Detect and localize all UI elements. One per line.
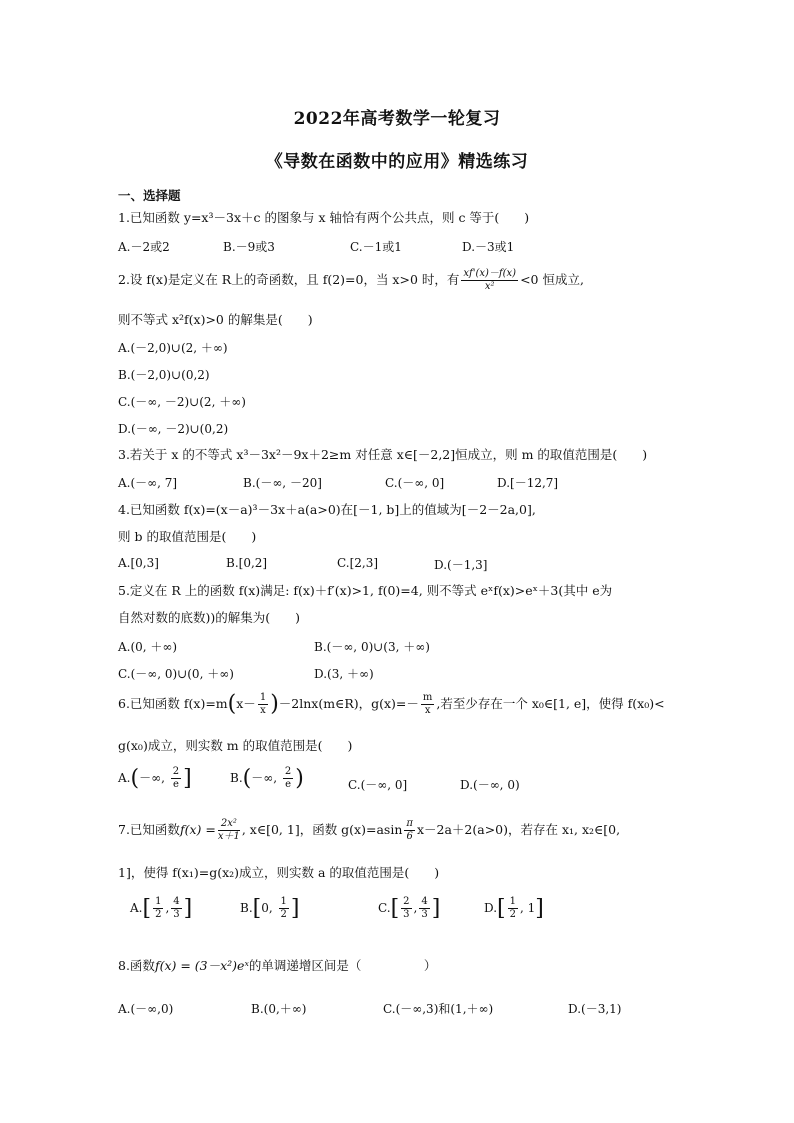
q7-option-a-n1: 1: [155, 896, 162, 907]
q2-stem-b: <0 恒成立,: [520, 272, 584, 287]
q8-option-b: B.(0,＋∞): [251, 1002, 307, 1016]
q4-option-a: A.[0,3]: [118, 556, 159, 570]
q7-option-c-lbracket: [: [390, 896, 400, 921]
q7-option-a-n2: 4: [173, 896, 180, 907]
q7-frac-num: 2x²: [218, 818, 240, 831]
q3-option-c: C.(－∞, 0]: [385, 476, 445, 490]
q6-frac-2-den: x: [424, 705, 431, 716]
q6-frac-2: [421, 692, 434, 717]
q6-option-b-num: 2: [284, 766, 292, 777]
q7-frac-den: x＋1: [217, 831, 240, 842]
q7-option-b-value: 0,: [261, 901, 277, 915]
q7-option-c-d2: 3: [421, 909, 428, 920]
q7-option-d-value: , 1: [519, 901, 536, 915]
q2-stem-2: 则不等式 x²f(x)>0 的解集是( ): [118, 312, 313, 327]
q7-pi-den: 6: [406, 831, 413, 842]
q5-option-b: B.(－∞, 0)∪(3, ＋∞): [314, 640, 430, 654]
q7-option-d: [484, 896, 544, 921]
q2-stem: [118, 268, 584, 293]
q7-option-c: C.[ $\frac{2}{3}$ , $\frac{4}{3}$ ]: [378, 896, 441, 921]
q7-option-b-label: B.: [240, 901, 253, 915]
q5-option-a: A.(0, ＋∞): [118, 640, 178, 654]
q1-stem: 1.已知函数 y=x³－3x＋c 的图象与 x 轴恰有两个公共点，则 c 等于( ): [118, 210, 530, 225]
q4-option-d: D.(－1,3]: [434, 558, 488, 572]
q6-option-b-den: e: [285, 779, 292, 790]
q6-option-a-label: A.: [118, 771, 131, 785]
q6-stem-b: －2lnx(m∈R)，g(x)=－: [278, 696, 419, 711]
q7-option-a: A.[ $\frac{1}{2}$ , $\frac{4}{3}$ ]: [130, 896, 193, 921]
q6-option-a-lparen: (: [130, 766, 140, 791]
q2-frac-den: x²: [484, 281, 495, 292]
q6-option-a-den: e: [172, 779, 179, 790]
q7-option-d-n: 1: [509, 896, 516, 907]
q5-stem: 5.定义在 R 上的函数 f(x)满足: f(x)＋f′(x)>1, f(0)=4, 则不等式 eˣf(x)>eˣ＋3(其中 e为: [118, 583, 613, 598]
q6-frac-1-den: x: [260, 705, 266, 716]
q3-option-a: A.(－∞, 7]: [118, 476, 178, 490]
q1-option-b: B.－9或3: [223, 240, 275, 254]
q5-stem-2: 自然对数的底数))的解集为( ): [118, 610, 301, 625]
q7-option-b-rbracket: ]: [290, 896, 300, 921]
q7-option-b-frac: [279, 896, 289, 921]
q2-option-a: A.(－2,0)∪(2, ＋∞): [118, 341, 228, 355]
q7-option-c-d1: 3: [403, 909, 410, 920]
q6-option-b-rparen: ): [295, 766, 304, 791]
q8-stem: [118, 958, 436, 974]
q5-option-d: D.(3, ＋∞): [314, 667, 374, 681]
q8-option-a: A.(－∞,0): [118, 1002, 174, 1016]
q8-stem-b: 的单调递增区间是（ ）: [248, 958, 437, 973]
q6-option-a-rbracket: ]: [183, 766, 192, 791]
q2-option-b: B.(－2,0)∪(0,2): [118, 368, 210, 382]
q6-open-paren: (: [227, 691, 237, 717]
q2-option-c: C.(－∞, －2)∪(2, ＋∞): [118, 395, 246, 409]
q4-option-b: B.[0,2]: [226, 556, 268, 570]
q6-option-b-label: B.: [230, 771, 243, 785]
q4-stem: 4.已知函数 f(x)=(x－a)³－3x＋a(a>0)在[－1, b]上的值域为[－2－2a,0],: [118, 502, 536, 517]
q7-option-a-d1: 2: [155, 909, 162, 920]
q6-option-b: [230, 766, 304, 791]
q3-stem: 3.若关于 x 的不等式 x³－3x²－9x＋2≥m 对任意 x∈[－2,2]恒成立，则 m 的取值范围是( ): [118, 447, 648, 462]
q7-pi-frac: [404, 818, 415, 843]
q8-option-d: D.(－3,1): [568, 1002, 622, 1016]
q6-close-paren: ): [270, 691, 279, 717]
q6-option-b-text: －∞,: [251, 771, 281, 785]
q7-frac: [218, 818, 240, 843]
q8-stem-a: 8.函数: [118, 958, 155, 973]
q7-option-a-frac-1: [153, 896, 163, 921]
q2-stem-a: 2.设 f(x)是定义在 R上的奇函数，且 f(2)=0，当 x>0 时，有: [118, 272, 460, 287]
q7-stem-2: 1]，使得 f(x₁)=g(x₂)成立，则实数 a 的取值范围是( ): [118, 865, 440, 880]
q7-option-c-n2: 4: [421, 896, 428, 907]
q2-frac-num: xf'(x)－f(x): [463, 268, 517, 279]
q7-option-b-lbracket: [: [252, 896, 262, 921]
q8-option-c: C.(－∞,3)和(1,＋∞): [383, 1002, 494, 1016]
q7-option-d-frac: [508, 896, 518, 921]
doc-subtitle: 《导数在函数中的应用》精选练习: [265, 152, 529, 172]
q2-option-d: D.(－∞, －2)∪(0,2): [118, 422, 229, 436]
q6-frac-1-num: 1: [259, 692, 267, 703]
q6-frac-1: [258, 692, 268, 717]
q6-option-d: D.(－∞, 0): [460, 778, 520, 792]
q7-option-c-rbracket: ]: [431, 896, 441, 921]
section-heading: 一、选择题: [118, 188, 181, 203]
q6-stem-2: g(x₀)成立，则实数 m 的取值范围是( ): [118, 738, 353, 753]
q7-option-a-rbracket: ]: [183, 896, 193, 921]
q6-option-a-frac: [171, 766, 181, 791]
q6-paren-a: x－: [236, 696, 256, 711]
q2-fraction: [461, 268, 518, 293]
q1-option-a: A.－2或2: [118, 240, 170, 254]
q7-option-b-d: 2: [280, 909, 287, 920]
q7-option-c-frac-1: [401, 896, 411, 921]
q5-option-c: C.(－∞, 0)∪(0, ＋∞): [118, 667, 234, 681]
q7-option-b: [240, 896, 299, 921]
q7-option-b-n: 1: [280, 896, 287, 907]
q7-pi-num: π: [406, 818, 413, 829]
q7-stem: [118, 818, 620, 843]
q1-option-c: C.－1或1: [350, 240, 402, 254]
q7-option-a-frac-2: [171, 896, 181, 921]
q3-option-b: B.(－∞, －20]: [243, 476, 322, 490]
q6-option-b-frac: [283, 766, 293, 791]
q4-stem-2: 则 b 的取值范围是( ): [118, 529, 257, 544]
q7-stem-b: , x∈[0, 1]，函数 g(x)=asin: [241, 822, 403, 837]
q7-option-c-n1: 2: [403, 896, 410, 907]
q7-option-d-lbracket: [: [497, 896, 506, 921]
q6-stem: [118, 692, 665, 717]
q7-option-d-label: D.: [484, 901, 498, 915]
q6-stem-c: ,若至少存在一个 x₀∈[1, e]，使得 f(x₀)<: [436, 696, 665, 711]
q4-option-c: C.[2,3]: [337, 556, 379, 570]
q7-option-d-d: 2: [509, 909, 516, 920]
q7-stem-a: 7.已知函数: [118, 822, 180, 837]
q7-option-a-lbracket: [: [142, 896, 152, 921]
q6-option-a-num: 2: [172, 766, 180, 777]
q8-fx: f(x) = (3－x²)eˣ: [154, 958, 249, 973]
q7-stem-c: x－2a＋2(a>0)，若存在 x₁, x₂∈[0,: [416, 822, 621, 837]
q7-option-a-label: A.: [130, 901, 143, 915]
q6-option-a-text: －∞,: [139, 771, 169, 785]
q7-fx: f(x) =: [179, 822, 216, 837]
q7-option-a-d2: 3: [173, 909, 180, 920]
q6-option-c: C.(－∞, 0]: [348, 778, 408, 792]
q3-option-d: D.[－12,7]: [497, 476, 559, 490]
q6-option-a: [118, 766, 192, 791]
q6-frac-2-num: m: [422, 692, 433, 703]
q7-option-d-rbracket: ]: [535, 896, 544, 921]
q6-stem-a: 6.已知函数 f(x)=m: [118, 696, 228, 711]
q1-option-d: D.－3或1: [462, 240, 515, 254]
q6-option-b-lparen: (: [242, 766, 252, 791]
doc-title: 2022年高考数学一轮复习: [293, 109, 501, 129]
q7-option-c-frac-2: [419, 896, 429, 921]
q7-option-c-label: C.: [378, 901, 391, 915]
